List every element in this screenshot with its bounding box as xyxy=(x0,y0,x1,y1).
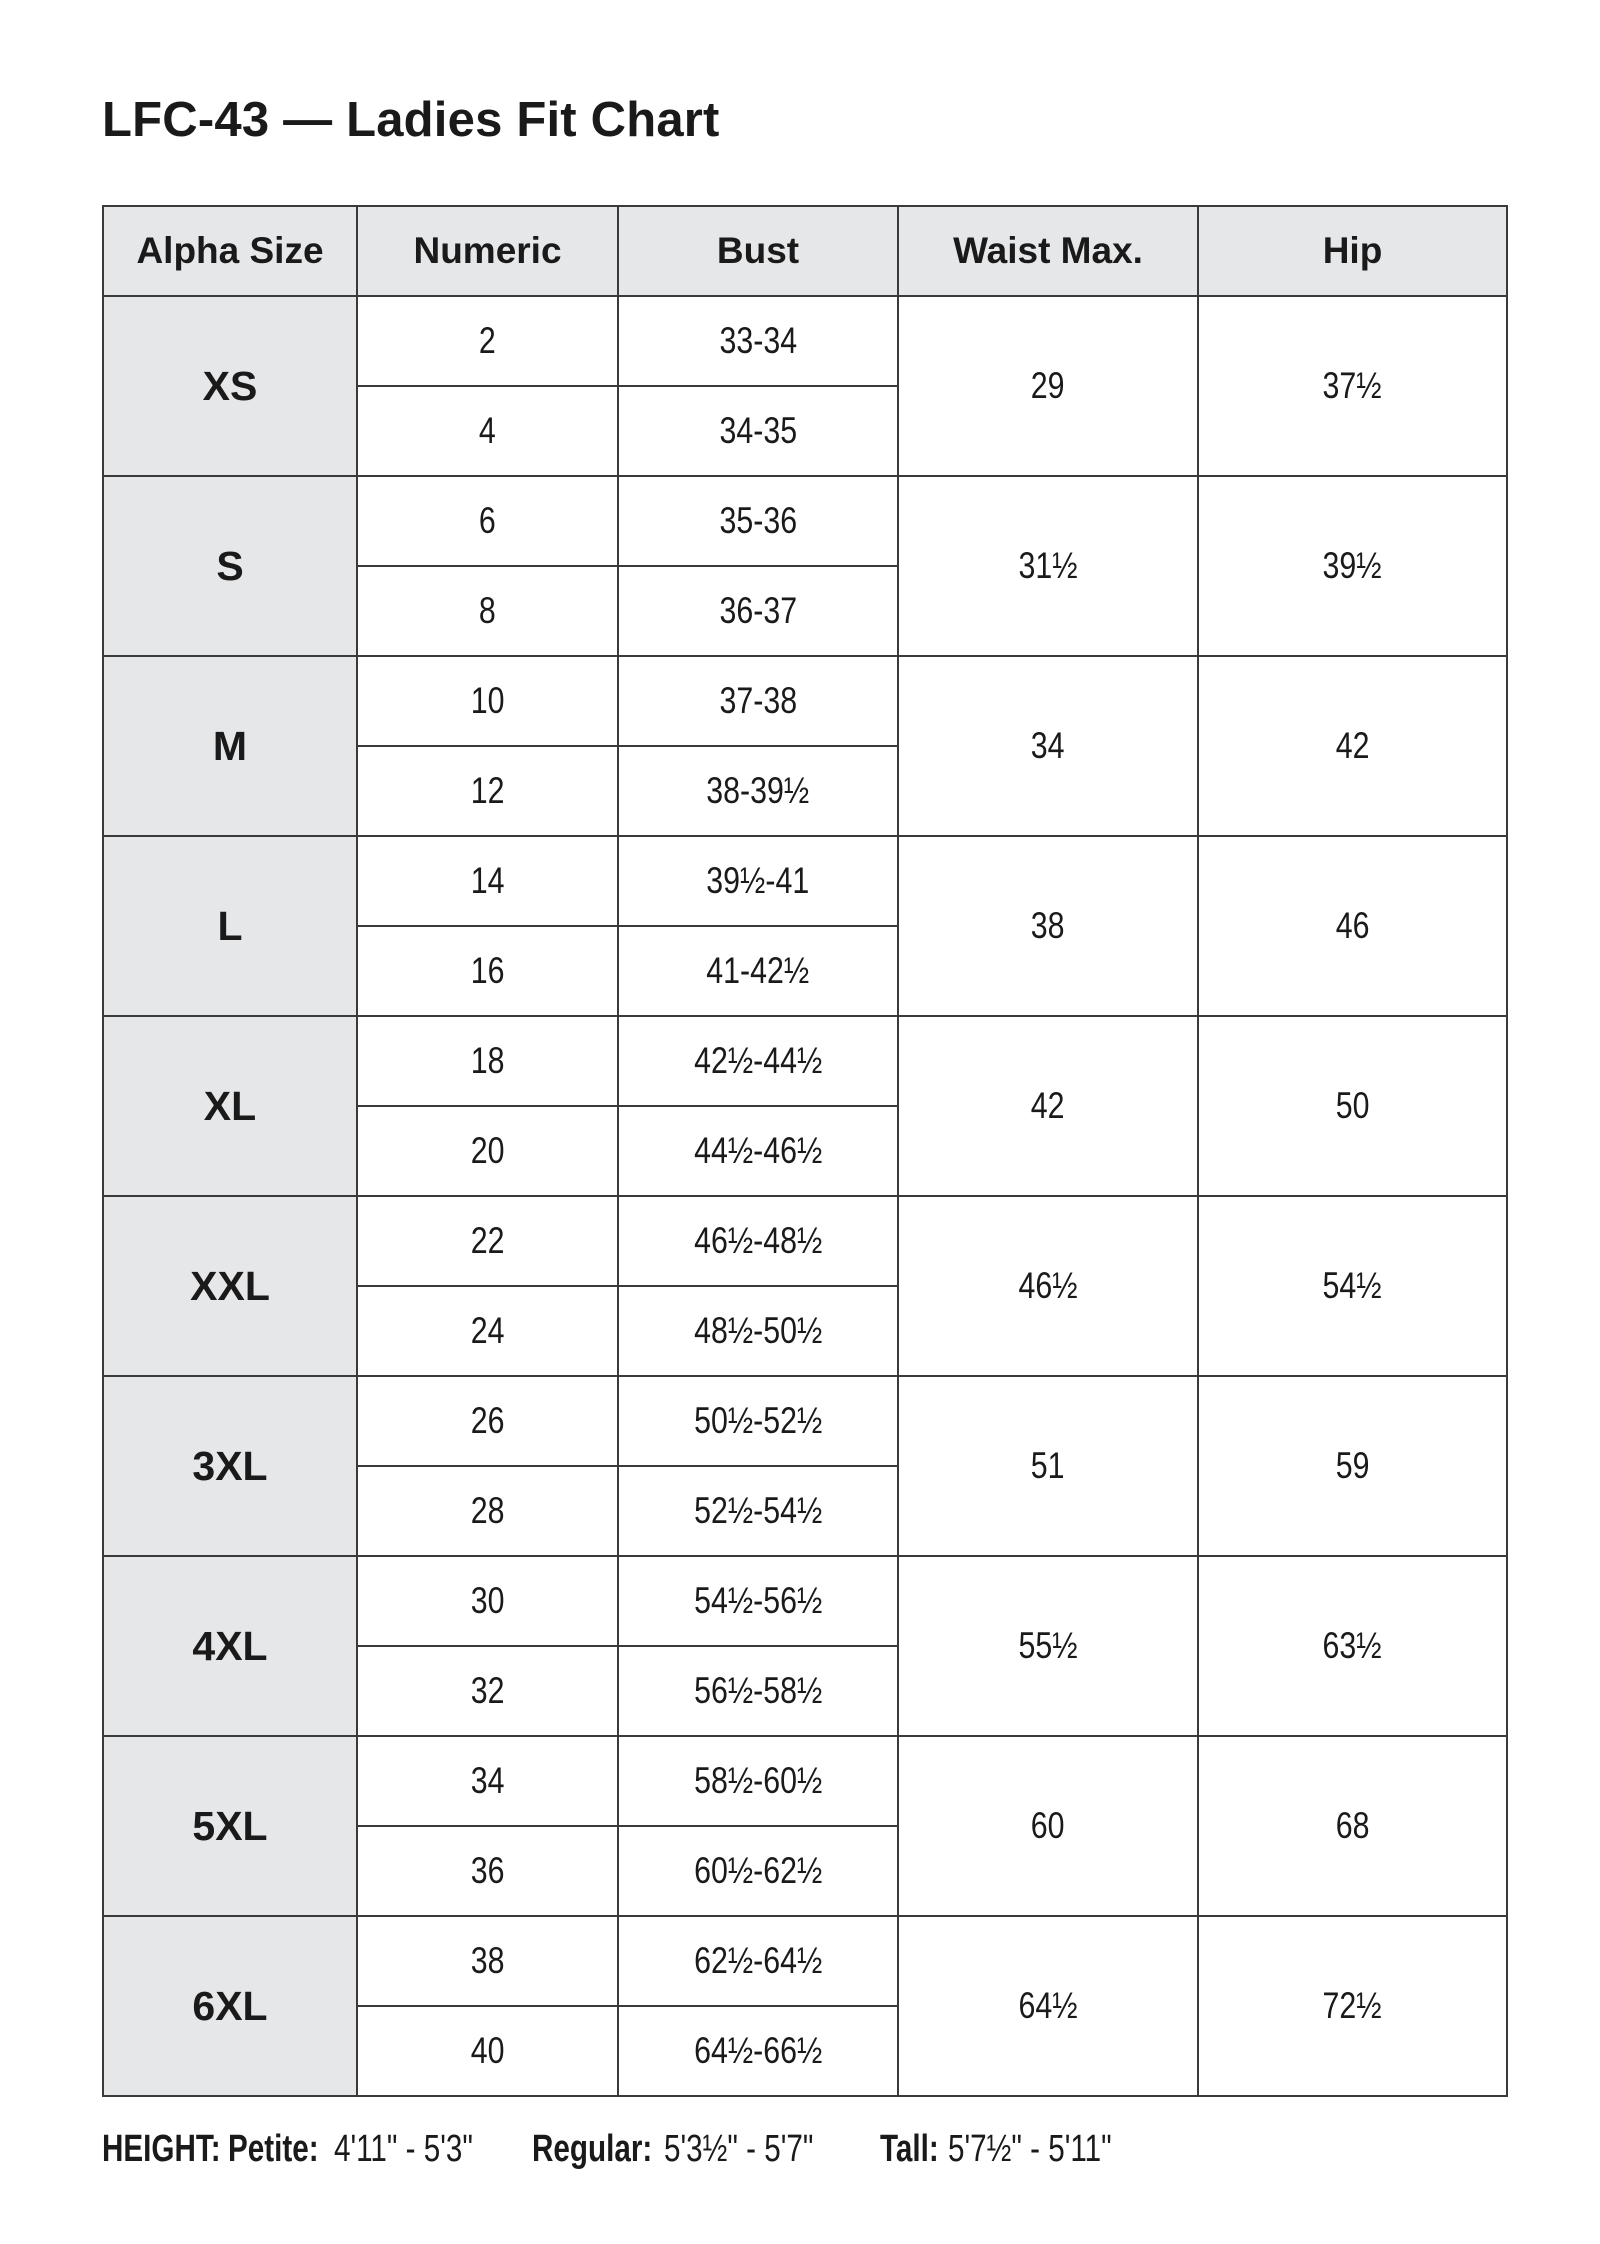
hip-value: 50 xyxy=(1335,1085,1370,1126)
alpha-size-value: 6XL xyxy=(192,1982,268,2029)
waist-max-value: 55½ xyxy=(1018,1625,1078,1666)
waist-max-cell xyxy=(898,476,1198,656)
alpha-size-cell xyxy=(103,656,357,836)
numeric-value: 24 xyxy=(470,1310,505,1351)
alpha-size-value: XS xyxy=(202,362,258,409)
header-row xyxy=(103,206,1507,296)
numeric-cell xyxy=(357,1196,618,1286)
column-header-alpha-size: Alpha Size xyxy=(103,206,357,296)
tall-group xyxy=(880,2130,955,2168)
numeric-value: 40 xyxy=(470,2030,505,2071)
waist-max-cell xyxy=(898,1016,1198,1196)
waist-max-value: 51 xyxy=(1031,1445,1065,1486)
bust-cell xyxy=(618,1466,898,1556)
waist-max-cell xyxy=(898,656,1198,836)
bust-cell xyxy=(618,1556,898,1646)
alpha-size-cell xyxy=(103,1916,357,2096)
numeric-value: 16 xyxy=(470,950,505,991)
bust-cell xyxy=(618,1376,898,1466)
numeric-cell xyxy=(357,1826,618,1916)
hip-value: 68 xyxy=(1335,1805,1370,1846)
table-row xyxy=(103,1736,1507,1826)
numeric-cell xyxy=(357,1736,618,1826)
numeric-value: 2 xyxy=(479,320,496,361)
hip-value: 54½ xyxy=(1322,1265,1383,1306)
hip-value: 37½ xyxy=(1322,365,1383,406)
bust-value: 56½-58½ xyxy=(693,1670,823,1711)
bust-value: 33-34 xyxy=(719,320,797,361)
alpha-size-value: M xyxy=(212,722,248,769)
numeric-value: 36 xyxy=(470,1850,505,1891)
hip-cell xyxy=(1198,1736,1507,1916)
bust-value: 64½-66½ xyxy=(693,2030,823,2071)
numeric-cell xyxy=(357,836,618,926)
numeric-value: 22 xyxy=(470,1220,505,1261)
regular-value-group xyxy=(664,2130,855,2168)
alpha-size-value: 4XL xyxy=(192,1622,268,1669)
numeric-cell xyxy=(357,476,618,566)
bust-cell xyxy=(618,386,898,476)
alpha-size-value: L xyxy=(217,902,243,949)
numeric-cell xyxy=(357,296,618,386)
bust-value: 52½-54½ xyxy=(693,1490,823,1531)
numeric-cell xyxy=(357,1106,618,1196)
bust-cell xyxy=(618,1736,898,1826)
numeric-cell xyxy=(357,926,618,1016)
alpha-size-value: XXL xyxy=(190,1262,270,1309)
bust-value: 41-42½ xyxy=(706,950,810,991)
bust-value: 46½-48½ xyxy=(693,1220,823,1261)
table-row xyxy=(103,476,1507,566)
bust-cell xyxy=(618,836,898,926)
fit-chart-table xyxy=(102,205,1508,2097)
hip-cell xyxy=(1198,836,1507,1016)
table-row xyxy=(103,296,1507,386)
alpha-size-cell xyxy=(103,1556,357,1736)
hip-value: 46 xyxy=(1335,905,1370,946)
numeric-value: 6 xyxy=(479,500,496,541)
hip-cell xyxy=(1198,1556,1507,1736)
numeric-cell xyxy=(357,656,618,746)
bust-cell xyxy=(618,1286,898,1376)
petite-value: 4'11" - 5'3" xyxy=(334,2128,473,2170)
waist-max-cell xyxy=(898,1556,1198,1736)
bust-value: 48½-50½ xyxy=(693,1310,823,1351)
tall-value-group xyxy=(948,2130,1158,2168)
numeric-value: 12 xyxy=(470,770,505,811)
alpha-size-cell xyxy=(103,1016,357,1196)
numeric-cell xyxy=(357,1466,618,1556)
numeric-value: 32 xyxy=(470,1670,505,1711)
bust-cell xyxy=(618,1646,898,1736)
column-header-hip: Hip xyxy=(1198,206,1507,296)
numeric-cell xyxy=(357,1016,618,1106)
waist-max-value: 60 xyxy=(1031,1805,1065,1846)
bust-cell xyxy=(618,656,898,746)
numeric-value: 30 xyxy=(470,1580,505,1621)
numeric-value: 4 xyxy=(479,410,496,451)
waist-max-value: 38 xyxy=(1031,905,1065,946)
bust-cell xyxy=(618,746,898,836)
bust-value: 44½-46½ xyxy=(693,1130,823,1171)
bust-value: 36-37 xyxy=(719,590,797,631)
height-label: HEIGHT: xyxy=(102,2128,221,2170)
table-body xyxy=(103,296,1507,2096)
hip-value: 39½ xyxy=(1322,545,1383,586)
page-title: LFC-43 — Ladies Fit Chart xyxy=(102,93,720,147)
numeric-cell xyxy=(357,1556,618,1646)
table-row xyxy=(103,656,1507,746)
regular-label: Regular: xyxy=(532,2128,653,2170)
waist-max-cell xyxy=(898,1736,1198,1916)
numeric-value: 26 xyxy=(470,1400,505,1441)
bust-value: 42½-44½ xyxy=(693,1040,823,1081)
numeric-cell xyxy=(357,1646,618,1736)
bust-cell xyxy=(618,926,898,1016)
waist-max-cell xyxy=(898,1916,1198,2096)
bust-cell xyxy=(618,296,898,386)
bust-value: 62½-64½ xyxy=(693,1940,823,1981)
waist-max-value: 46½ xyxy=(1018,1265,1078,1306)
table-row xyxy=(103,1016,1507,1106)
waist-max-cell xyxy=(898,1196,1198,1376)
bust-cell xyxy=(618,1916,898,2006)
waist-max-value: 42 xyxy=(1031,1085,1065,1126)
tall-label: Tall: xyxy=(880,2128,939,2170)
table-row xyxy=(103,1376,1507,1466)
bust-value: 50½-52½ xyxy=(693,1400,823,1441)
numeric-value: 28 xyxy=(470,1490,505,1531)
numeric-cell xyxy=(357,1376,618,1466)
hip-value: 59 xyxy=(1335,1445,1370,1486)
column-header-waist-max: Waist Max. xyxy=(898,206,1198,296)
bust-value: 38-39½ xyxy=(706,770,810,811)
alpha-size-cell xyxy=(103,1196,357,1376)
hip-cell xyxy=(1198,656,1507,836)
hip-value: 42 xyxy=(1335,725,1370,766)
bust-cell xyxy=(618,566,898,656)
bust-value: 60½-62½ xyxy=(693,1850,823,1891)
numeric-cell xyxy=(357,1916,618,2006)
waist-max-cell xyxy=(898,296,1198,476)
hip-cell xyxy=(1198,1916,1507,2096)
alpha-size-value: XL xyxy=(203,1082,257,1129)
waist-max-value: 34 xyxy=(1031,725,1065,766)
hip-value: 72½ xyxy=(1322,1985,1383,2026)
numeric-value: 20 xyxy=(470,1130,505,1171)
bust-cell xyxy=(618,2006,898,2096)
bust-value: 54½-56½ xyxy=(693,1580,823,1621)
petite-value-group xyxy=(334,2130,512,2168)
regular-value: 5'3½" - 5'7" xyxy=(664,2128,814,2170)
waist-max-value: 29 xyxy=(1031,365,1065,406)
waist-max-value: 31½ xyxy=(1018,545,1078,586)
alpha-size-cell xyxy=(103,296,357,476)
alpha-size-cell xyxy=(103,1736,357,1916)
alpha-size-value: 3XL xyxy=(192,1442,268,1489)
bust-value: 35-36 xyxy=(719,500,797,541)
hip-cell xyxy=(1198,1196,1507,1376)
hip-cell xyxy=(1198,296,1507,476)
alpha-size-cell xyxy=(103,476,357,656)
numeric-cell xyxy=(357,1286,618,1376)
bust-value: 34-35 xyxy=(719,410,797,451)
bust-value: 58½-60½ xyxy=(693,1760,823,1801)
column-header-bust: Bust xyxy=(618,206,898,296)
table-row xyxy=(103,1556,1507,1646)
bust-value: 37-38 xyxy=(719,680,797,721)
table-row xyxy=(103,1196,1507,1286)
numeric-cell xyxy=(357,746,618,836)
numeric-value: 34 xyxy=(470,1760,505,1801)
tall-value: 5'7½" - 5'11" xyxy=(948,2128,1112,2170)
bust-cell xyxy=(618,1196,898,1286)
petite-label: Petite: xyxy=(228,2128,319,2170)
hip-cell xyxy=(1198,1376,1507,1556)
numeric-value: 38 xyxy=(470,1940,505,1981)
numeric-value: 18 xyxy=(470,1040,505,1081)
bust-cell xyxy=(618,1016,898,1106)
bust-cell xyxy=(618,476,898,566)
alpha-size-cell xyxy=(103,1376,357,1556)
petite-group xyxy=(228,2130,344,2168)
numeric-cell xyxy=(357,2006,618,2096)
numeric-value: 14 xyxy=(470,860,505,901)
numeric-cell xyxy=(357,386,618,476)
numeric-value: 8 xyxy=(479,590,496,631)
waist-max-cell xyxy=(898,1376,1198,1556)
hip-value: 63½ xyxy=(1322,1625,1383,1666)
waist-max-value: 64½ xyxy=(1018,1985,1078,2026)
numeric-cell xyxy=(357,566,618,656)
column-header-numeric: Numeric xyxy=(357,206,618,296)
hip-cell xyxy=(1198,1016,1507,1196)
numeric-value: 10 xyxy=(470,680,505,721)
hip-cell xyxy=(1198,476,1507,656)
alpha-size-cell xyxy=(103,836,357,1016)
alpha-size-value: 5XL xyxy=(192,1802,268,1849)
bust-cell xyxy=(618,1826,898,1916)
waist-max-cell xyxy=(898,836,1198,1016)
table-row xyxy=(103,836,1507,926)
table-row xyxy=(103,1916,1507,2006)
bust-cell xyxy=(618,1106,898,1196)
alpha-size-value: S xyxy=(216,542,244,589)
bust-value: 39½-41 xyxy=(706,860,810,901)
